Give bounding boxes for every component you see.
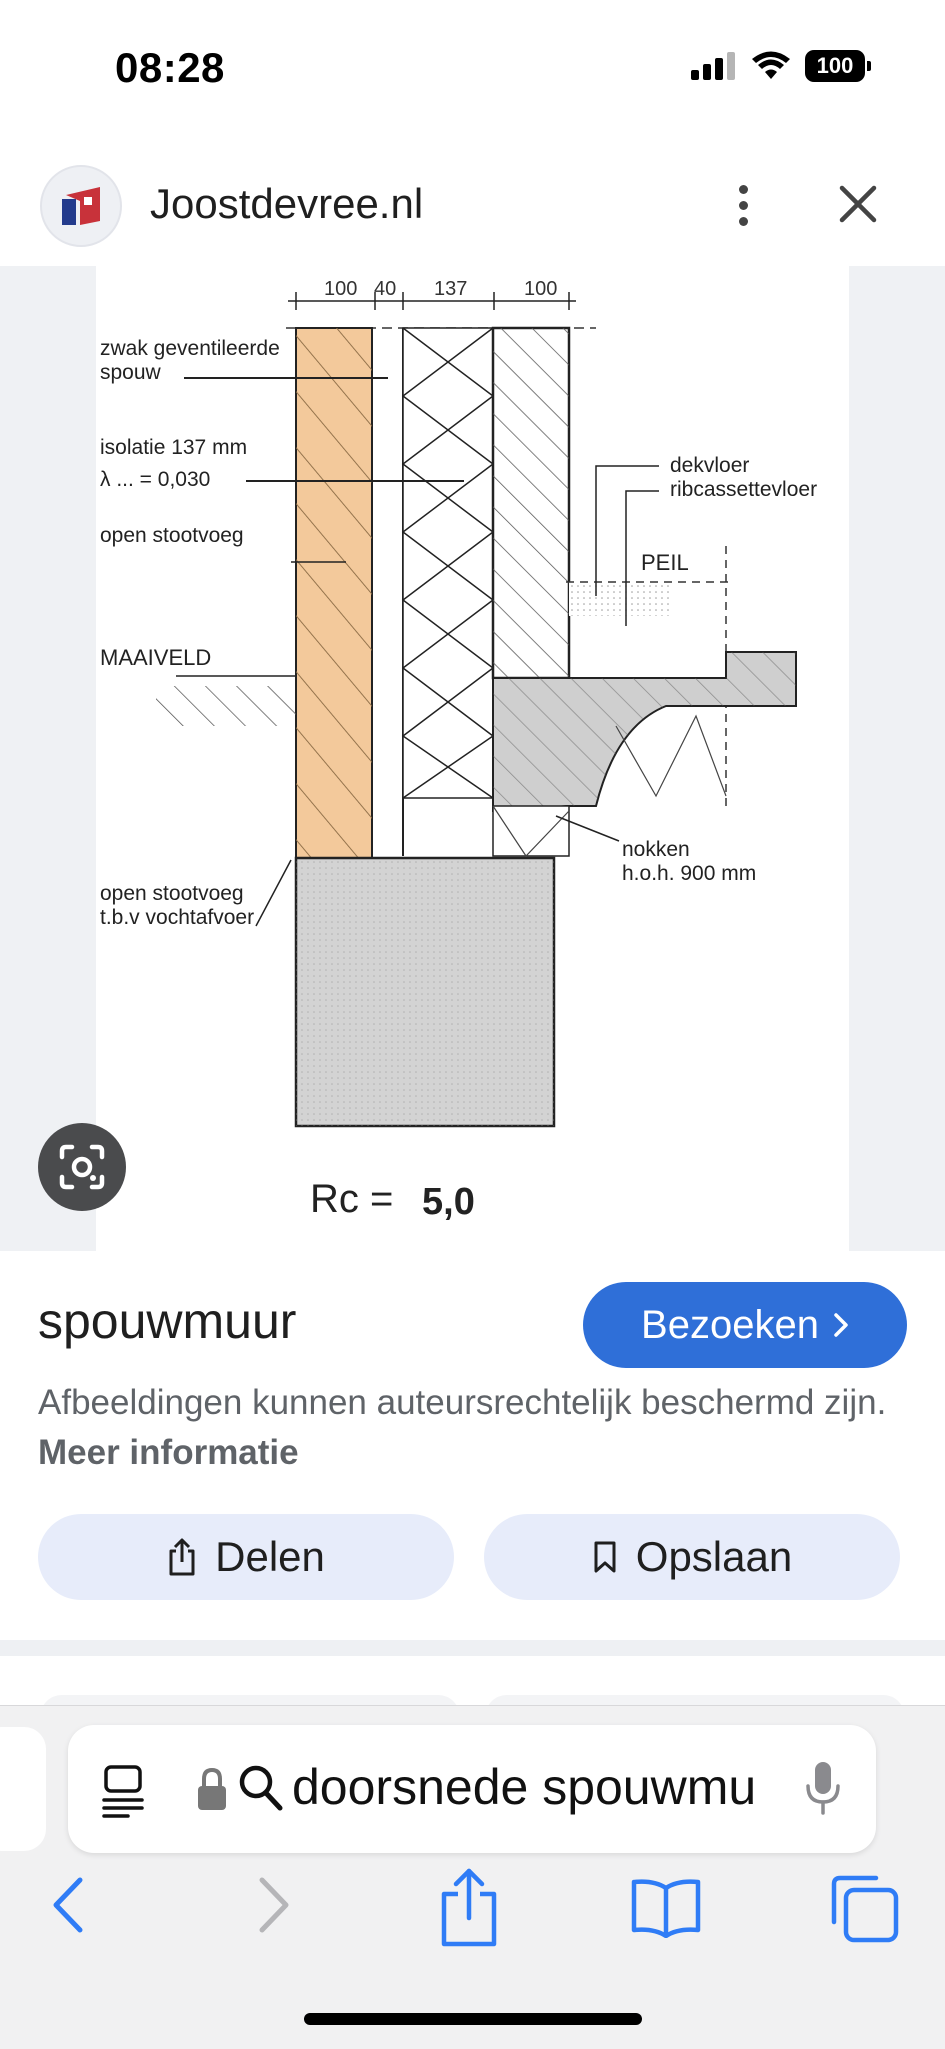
- lens-icon[interactable]: [38, 1123, 126, 1211]
- home-indicator: [304, 2013, 642, 2025]
- share-button[interactable]: [38, 1514, 454, 1600]
- mic-icon[interactable]: [803, 1760, 843, 1816]
- dim-2: 40: [374, 278, 397, 300]
- back-icon[interactable]: [48, 1870, 88, 1940]
- label-insulation-1: isolatie 137 mm: [100, 436, 248, 459]
- share-button-label: Delen: [215, 1533, 325, 1580]
- label-insulation-2: λ ... = 0,030: [100, 468, 211, 491]
- more-info-link[interactable]: Meer informatie: [38, 1433, 299, 1472]
- copyright-notice: [38, 1378, 908, 1478]
- dim-4: 100: [524, 278, 558, 300]
- share-icon: [167, 1537, 197, 1577]
- label-joint-drain-2: t.b.v vochtafvoer: [100, 906, 255, 929]
- bookmarks-icon[interactable]: [628, 1878, 704, 1938]
- tabs-icon[interactable]: [828, 1874, 900, 1944]
- copyright-text: Afbeeldingen kunnen auteursrechtelijk beschermd zijn.: [38, 1383, 887, 1422]
- site-name[interactable]: Joostdevree.nl: [150, 180, 424, 227]
- bookmark-icon: [592, 1540, 618, 1574]
- chevron-right-icon: [833, 1312, 849, 1338]
- label-ground: MAAIVELD: [100, 645, 212, 670]
- search-icon: [238, 1764, 284, 1812]
- visit-button-label: Bezoeken: [641, 1302, 819, 1347]
- address-text[interactable]: doorsnede spouwmu: [292, 1759, 757, 1815]
- label-level: PEIL: [641, 550, 689, 575]
- label-studs-2: h.o.h. 900 mm: [622, 862, 757, 885]
- label-cavity-2: spouw: [100, 361, 161, 384]
- label-cavity-1: zwak geventileerde: [100, 337, 280, 360]
- dim-3: 137: [434, 278, 468, 300]
- favicon-logo-icon: [56, 181, 106, 231]
- battery-icon: 100: [805, 50, 865, 82]
- label-joint-drain-1: open stootvoeg: [100, 882, 244, 905]
- more-vert-icon[interactable]: [725, 175, 761, 235]
- share-icon[interactable]: [438, 1868, 500, 1948]
- save-button[interactable]: [484, 1514, 900, 1600]
- result-title: spouwmuur: [38, 1293, 297, 1349]
- visit-button[interactable]: [583, 1282, 907, 1368]
- reader-icon[interactable]: [100, 1762, 148, 1818]
- label-rc: Rc =: [310, 1177, 394, 1221]
- label-joint: open stootvoeg: [100, 524, 244, 547]
- section-divider: [0, 1640, 945, 1656]
- close-icon[interactable]: [832, 178, 884, 230]
- label-floor-2: ribcassettevloer: [670, 478, 818, 501]
- dim-1: 100: [324, 278, 358, 300]
- save-button-label: Opslaan: [635, 1533, 793, 1580]
- wifi-icon: [751, 51, 791, 81]
- label-rc-value: 5,0: [422, 1181, 475, 1223]
- label-floor-1: dekvloer: [670, 454, 750, 477]
- signal-icon: [691, 52, 737, 80]
- previous-tab-peek[interactable]: [0, 1727, 46, 1851]
- lock-icon: [196, 1766, 228, 1812]
- status-time: 08:28: [115, 44, 225, 91]
- site-favicon[interactable]: [40, 165, 122, 247]
- status-icons: [691, 50, 865, 82]
- cavity-wall-diagram[interactable]: [96, 266, 849, 1251]
- label-studs-1: nokken: [622, 838, 690, 861]
- forward-icon[interactable]: [254, 1870, 294, 1940]
